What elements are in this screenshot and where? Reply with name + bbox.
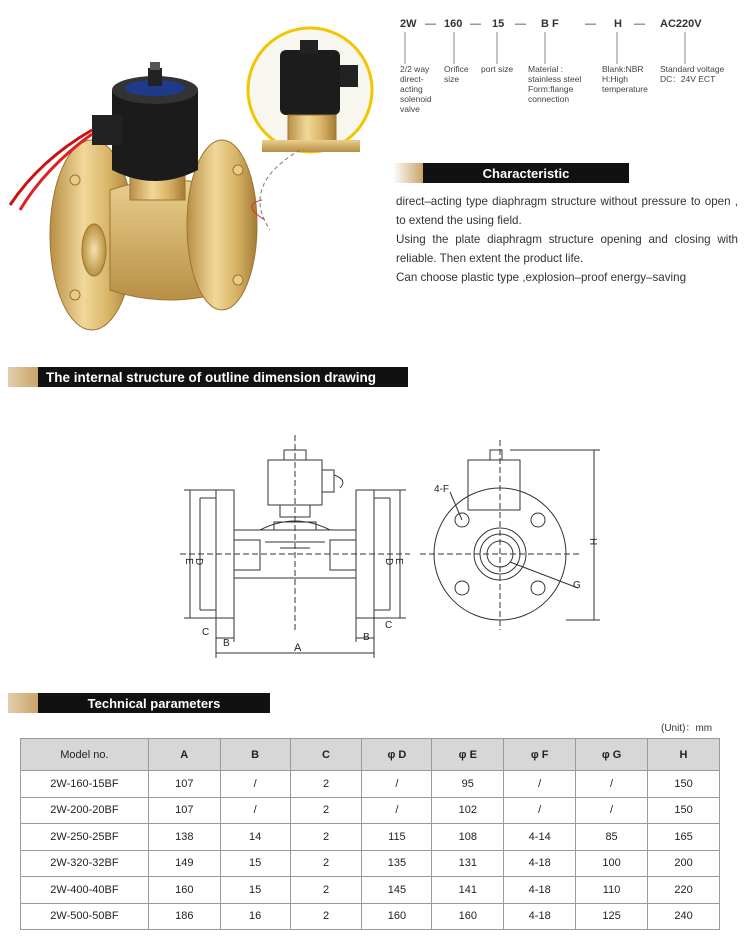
- code-dash: —: [425, 18, 436, 30]
- col-header: φ D: [362, 739, 432, 771]
- characteristic-text: [396, 192, 738, 287]
- dim-label-B: B: [223, 638, 230, 649]
- cell: 2: [290, 850, 362, 877]
- cell: 160: [148, 877, 220, 904]
- dim-label-E: E: [183, 558, 194, 565]
- col-header: φ F: [504, 739, 576, 771]
- cell: 2W-200-20BF: [21, 797, 149, 824]
- dimension-drawing: [170, 430, 610, 660]
- col-header: C: [290, 739, 362, 771]
- characteristic-line: direct–acting type diaphragm structure without pressure to open , to extend the using field.: [396, 195, 738, 227]
- code-desc-1: 2/2 way direct- acting solenoid valve: [400, 64, 432, 114]
- cell: 4-14: [504, 824, 576, 851]
- table-row: [21, 824, 720, 851]
- technical-title: Technical parameters: [38, 693, 270, 713]
- cell: 2: [290, 771, 362, 798]
- cell: /: [504, 797, 576, 824]
- cell: 2W-320-32BF: [21, 850, 149, 877]
- cell: 135: [362, 850, 432, 877]
- cell: 85: [576, 824, 648, 851]
- code-part: B F: [541, 18, 559, 30]
- cell: 2: [290, 797, 362, 824]
- cell: 240: [648, 903, 720, 930]
- col-header: B: [220, 739, 290, 771]
- col-header: Model no.: [21, 739, 149, 771]
- product-photo: [0, 20, 385, 340]
- cell: 186: [148, 903, 220, 930]
- code-dash: —: [515, 18, 526, 30]
- cell: 110: [576, 877, 648, 904]
- cell: 2: [290, 877, 362, 904]
- cell: 2W-160-15BF: [21, 771, 149, 798]
- cell: 2W-250-25BF: [21, 824, 149, 851]
- cell: 138: [148, 824, 220, 851]
- dim-label-D: D: [383, 558, 394, 566]
- cell: 4-18: [504, 877, 576, 904]
- cell: 4-18: [504, 903, 576, 930]
- col-header: H: [648, 739, 720, 771]
- dim-label-G: G: [573, 580, 581, 591]
- cell: 149: [148, 850, 220, 877]
- cell: 165: [648, 824, 720, 851]
- cell: 160: [432, 903, 504, 930]
- cell: 102: [432, 797, 504, 824]
- table-header-row: [21, 739, 720, 771]
- code-desc-5: Blank:NBR H:High temperature: [602, 64, 648, 94]
- drawing-header: [8, 367, 408, 387]
- dim-label-A: A: [294, 642, 302, 654]
- characteristic-line: Using the plate diaphragm structure opening and closing with reliable. Then extent the product life.: [396, 233, 738, 265]
- cell: 95: [432, 771, 504, 798]
- cell: 115: [362, 824, 432, 851]
- cell: 2: [290, 824, 362, 851]
- cell: 131: [432, 850, 504, 877]
- dim-label-B: B: [363, 632, 370, 643]
- code-desc-2: Orifice size: [444, 64, 469, 84]
- cell: /: [362, 797, 432, 824]
- dim-label-C: C: [385, 620, 393, 631]
- cell: 2: [290, 903, 362, 930]
- code-leader-lines: [395, 32, 695, 64]
- code-desc-6: Standard voltage DC：24V ECT: [660, 64, 725, 84]
- col-header: φ E: [432, 739, 504, 771]
- cell: 160: [362, 903, 432, 930]
- unit-label: (Unit)：mm: [661, 723, 713, 734]
- table-row: [21, 797, 720, 824]
- code-part: 15: [492, 18, 505, 30]
- cell: 125: [576, 903, 648, 930]
- cell: 14: [220, 824, 290, 851]
- dim-label-H: H: [587, 538, 598, 546]
- dim-label-D: D: [193, 558, 204, 566]
- table-row: [21, 850, 720, 877]
- cell: 220: [648, 877, 720, 904]
- cell: 100: [576, 850, 648, 877]
- technical-header: [8, 693, 270, 713]
- cell: 107: [148, 771, 220, 798]
- code-part: 160: [444, 18, 463, 30]
- code-dash: —: [585, 18, 596, 30]
- code-dash: —: [470, 18, 481, 30]
- cell: 150: [648, 797, 720, 824]
- code-desc-4: Material : stainless steel Form:flange connection: [528, 64, 582, 104]
- code-part: H: [614, 18, 622, 30]
- col-header: A: [148, 739, 220, 771]
- characteristic-title: Characteristic: [423, 163, 629, 183]
- characteristic-line: Can choose plastic type ,explosion–proof energy–saving: [396, 271, 687, 284]
- cell: 108: [432, 824, 504, 851]
- cell: 141: [432, 877, 504, 904]
- cell: 200: [648, 850, 720, 877]
- cell: 15: [220, 877, 290, 904]
- table-row: [21, 877, 720, 904]
- cell: /: [576, 797, 648, 824]
- code-dash: —: [634, 18, 645, 30]
- cell: 2W-400-40BF: [21, 877, 149, 904]
- dim-label-E: E: [393, 558, 404, 565]
- drawing-title: The internal structure of outline dimension drawing: [38, 367, 408, 387]
- code-part: AC220V: [660, 18, 702, 30]
- cell: /: [576, 771, 648, 798]
- cell: 150: [648, 771, 720, 798]
- characteristic-header: [393, 163, 629, 183]
- dim-label-F: 4-F: [434, 484, 449, 495]
- cell: 4-18: [504, 850, 576, 877]
- parameters-table: [20, 738, 720, 930]
- cell: 107: [148, 797, 220, 824]
- cell: /: [220, 771, 290, 798]
- cell: 15: [220, 850, 290, 877]
- cell: /: [220, 797, 290, 824]
- code-desc-3: port size: [481, 64, 514, 74]
- cell: /: [362, 771, 432, 798]
- cell: 145: [362, 877, 432, 904]
- dim-label-C: C: [202, 627, 210, 638]
- cell: /: [504, 771, 576, 798]
- code-part: 2W: [400, 18, 417, 30]
- cell: 2W-500-50BF: [21, 903, 149, 930]
- col-header: φ G: [576, 739, 648, 771]
- cell: 16: [220, 903, 290, 930]
- table-row: [21, 903, 720, 930]
- table-row: [21, 771, 720, 798]
